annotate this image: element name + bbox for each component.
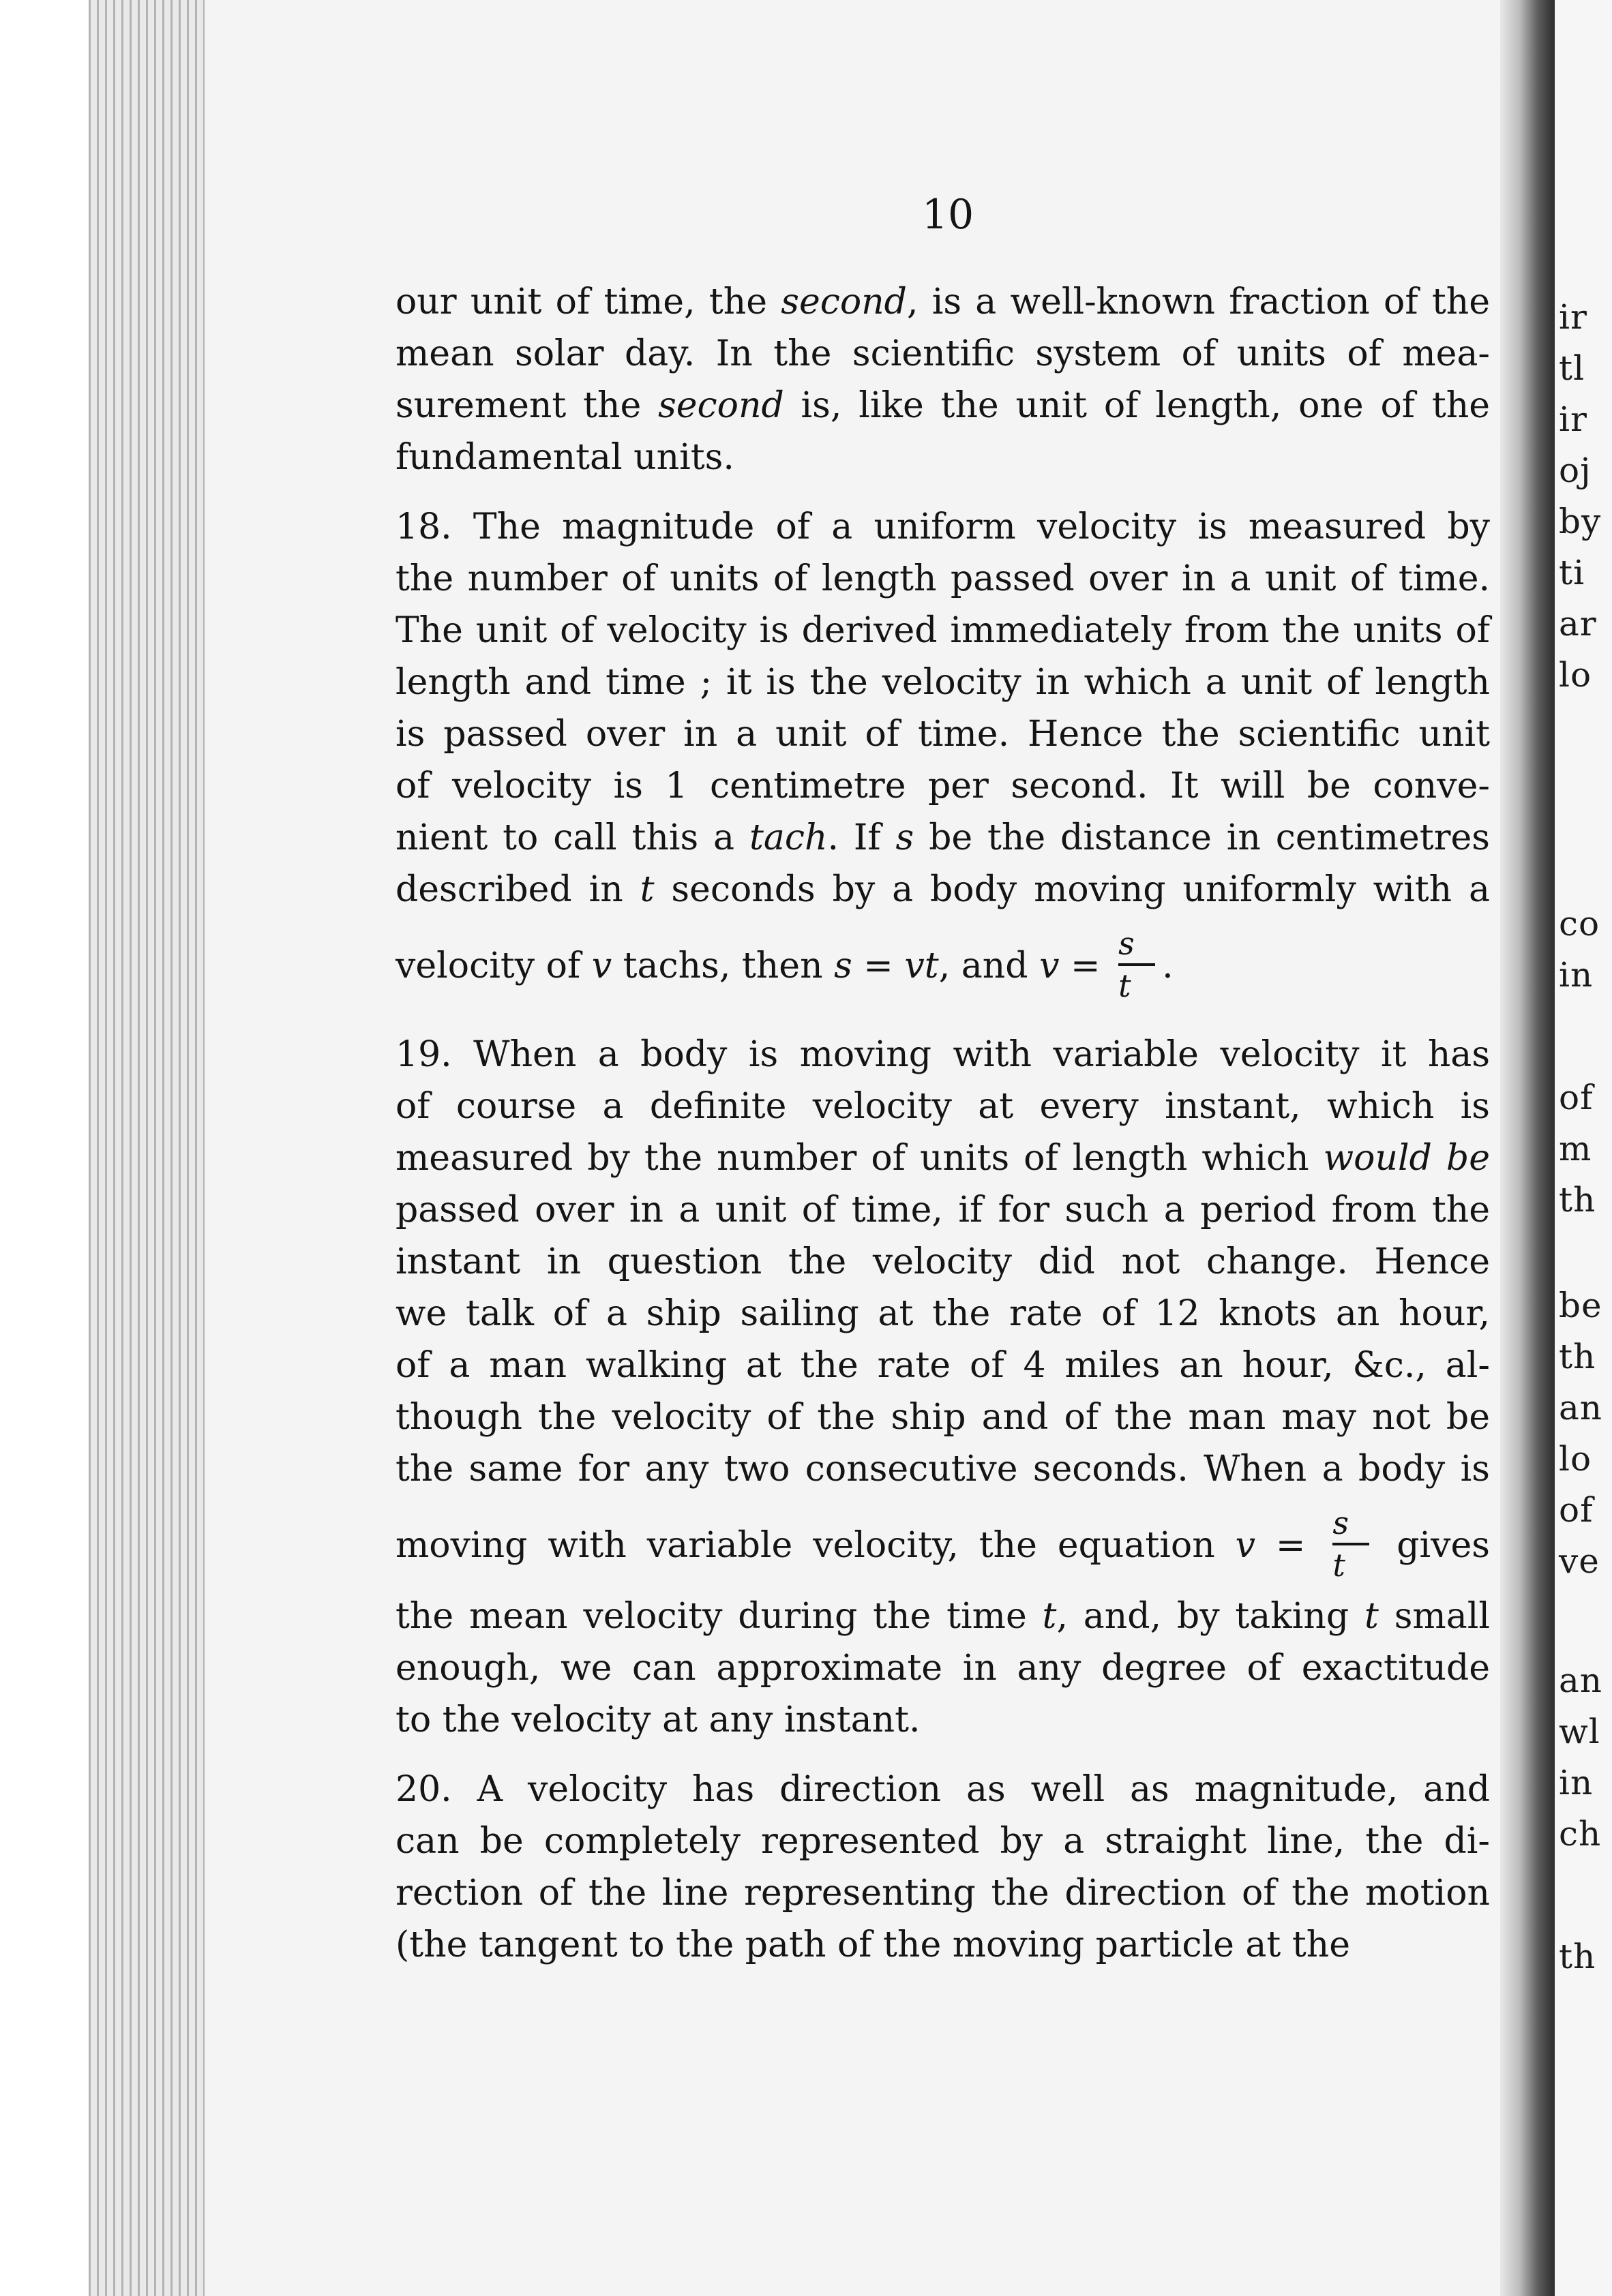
text-line <box>395 276 1490 328</box>
adjacent-page-fragment: co <box>1559 904 1600 943</box>
text-line <box>395 1029 1490 1081</box>
text-run: rection of the line representing the direction of the motion <box>395 1873 1490 1914</box>
text-run: our unit of time, the <box>395 282 781 322</box>
text-line <box>395 1694 1490 1746</box>
text-run: described in <box>395 869 640 910</box>
text-run: of a man walking at the rate of 4 miles an hour, &c., al- <box>395 1345 1490 1386</box>
text-run: of velocity is 1 centimetre per second. It will be conve- <box>395 766 1490 806</box>
text-run: = <box>1059 946 1112 986</box>
adjacent-page-fragment: be <box>1559 1286 1602 1325</box>
text-run: the same for any two consecutive seconds. When a body is <box>395 1449 1490 1490</box>
text-run: measured by the number of units of length which <box>395 1138 1324 1179</box>
text-run: be the distance in centimetres <box>914 817 1490 858</box>
page-body <box>395 276 1490 1971</box>
adjacent-page-fragment: ir <box>1559 399 1587 439</box>
fraction-denominator: t <box>1332 1546 1345 1584</box>
adjacent-page-fragment: lo <box>1559 655 1592 695</box>
text-line <box>395 605 1490 656</box>
adjacent-page-fragment: ti <box>1559 553 1585 592</box>
text-line <box>395 1288 1490 1340</box>
text-run: we talk of a ship sailing at the rate of 12 knots an hour, <box>395 1293 1490 1334</box>
text-run: , is a well-known fraction of the <box>906 282 1490 322</box>
text-run: (the tangent to the path of the moving particle at the <box>395 1924 1350 1965</box>
text-line <box>395 1236 1490 1288</box>
adjacent-page-fragment: th <box>1559 1180 1596 1220</box>
paragraph-gap <box>395 1746 1490 1764</box>
text-line <box>395 1340 1490 1391</box>
italic-text: s <box>834 946 852 986</box>
text-line <box>395 1919 1490 1971</box>
text-line <box>395 1081 1490 1132</box>
text-run: the mean velocity during the time <box>395 1596 1043 1637</box>
text-line <box>395 553 1490 605</box>
text-run: gives <box>1376 1525 1490 1566</box>
text-run: the number of units of length passed over in a unit of time. <box>395 558 1490 599</box>
text-run: length and time ; it is the velocity in which a unit of length <box>395 662 1490 703</box>
text-run: 20. A velocity has direction as well as magnitude, and <box>395 1769 1490 1810</box>
text-line <box>395 1867 1490 1919</box>
text-run: moving with variable velocity, the equation <box>395 1525 1236 1566</box>
text-line <box>395 1590 1490 1642</box>
text-line <box>395 864 1490 916</box>
paragraph-gap <box>395 1011 1490 1029</box>
adjacent-page-fragment: wl <box>1559 1712 1600 1751</box>
stacked-page-edges <box>89 0 211 2296</box>
text-line <box>395 1495 1490 1590</box>
italic-text: second <box>658 385 784 426</box>
paragraph-gap <box>395 483 1490 501</box>
text-run: 18. The magnitude of a uniform velocity is measured by <box>395 507 1490 547</box>
italic-text: t <box>1042 1596 1057 1637</box>
text-run: passed over in a unit of time, if for such a period from the <box>395 1190 1490 1230</box>
fraction-numerator: s <box>1118 924 1135 962</box>
adjacent-page-fragment: th <box>1559 1937 1596 1976</box>
text-line <box>395 1443 1490 1495</box>
text-run: to the velocity at any instant. <box>395 1700 921 1740</box>
text-line <box>395 760 1490 812</box>
book-binding-shadow <box>1500 0 1555 2296</box>
adjacent-page-fragment: in <box>1559 955 1594 995</box>
text-run: surement the <box>395 385 659 426</box>
text-run: , and <box>938 946 1040 986</box>
text-run: of course a definite velocity at every instant, which is <box>395 1086 1490 1127</box>
fraction-bar <box>1332 1543 1369 1545</box>
adjacent-page-fragment: of <box>1559 1078 1594 1117</box>
text-line <box>395 1815 1490 1867</box>
italic-text: v <box>1039 946 1060 986</box>
text-run: . If <box>827 817 896 858</box>
adjacent-page-fragment: m <box>1559 1129 1592 1168</box>
text-run: enough, we can approximate in any degree of exactitude <box>395 1648 1490 1689</box>
page-number: 10 <box>921 191 974 239</box>
adjacent-page-fragment: by <box>1559 502 1602 541</box>
fraction-denominator: t <box>1118 967 1131 1004</box>
italic-text: tach <box>749 817 828 858</box>
fraction-numerator: s <box>1332 1504 1349 1541</box>
text-run: = <box>1255 1525 1326 1566</box>
text-line <box>395 380 1490 432</box>
italic-text: v <box>591 946 612 986</box>
italic-text: t <box>640 869 655 910</box>
adjacent-page-fragment: ve <box>1559 1541 1600 1581</box>
adjacent-page-fragment: oj <box>1559 451 1592 490</box>
adjacent-page-fragment: an <box>1559 1661 1603 1700</box>
text-run: is, like the unit of length, one of the <box>783 385 1490 426</box>
adjacent-page-fragment: th <box>1559 1337 1596 1376</box>
adjacent-page-fragment: ch <box>1559 1814 1602 1854</box>
text-run: seconds by a body moving uniformly with a <box>654 869 1490 910</box>
text-line <box>395 1642 1490 1694</box>
adjacent-page-fragment: an <box>1559 1388 1603 1428</box>
fraction <box>1332 1504 1369 1584</box>
text-line <box>395 328 1490 380</box>
text-line <box>395 1764 1490 1815</box>
text-line <box>395 656 1490 708</box>
italic-text: would be <box>1323 1138 1490 1179</box>
text-run: . <box>1162 946 1174 986</box>
text-run: = <box>852 946 905 986</box>
text-run: though the velocity of the ship and of the man may not be <box>395 1397 1490 1438</box>
adjacent-page-strip <box>1555 0 1612 2296</box>
fraction <box>1118 924 1155 1004</box>
text-line <box>395 1132 1490 1184</box>
adjacent-page-fragment: of <box>1559 1490 1594 1530</box>
text-line <box>395 501 1490 553</box>
italic-text: vt <box>904 946 939 986</box>
italic-text: s <box>895 817 914 858</box>
text-run: mean solar day. In the scientific system of units of mea- <box>395 333 1490 374</box>
text-run: tachs, then <box>612 946 835 986</box>
text-run: is passed over in a unit of time. Hence the scientific unit <box>395 714 1490 755</box>
text-run: 19. When a body is moving with variable velocity it has <box>395 1034 1490 1075</box>
text-run: fundamental units. <box>395 437 734 478</box>
italic-text: t <box>1364 1596 1379 1637</box>
italic-text: v <box>1235 1525 1255 1566</box>
text-run: small <box>1378 1596 1491 1637</box>
adjacent-page-fragment: ir <box>1559 297 1587 337</box>
italic-text: second <box>781 282 907 322</box>
adjacent-page-fragment: lo <box>1559 1439 1592 1479</box>
text-run: , and, by taking <box>1056 1596 1365 1637</box>
text-line <box>395 1184 1490 1236</box>
text-line <box>395 916 1490 1011</box>
text-line <box>395 708 1490 760</box>
text-run: nient to call this a <box>395 817 749 858</box>
text-line <box>395 812 1490 864</box>
adjacent-page-fragment: tl <box>1559 348 1585 388</box>
text-line <box>395 432 1490 483</box>
fraction-bar <box>1118 963 1155 966</box>
text-run: instant in question the velocity did not change. Hence <box>395 1241 1490 1282</box>
text-run: The unit of velocity is derived immediately from the units of <box>395 610 1490 651</box>
text-run: velocity of <box>395 946 592 986</box>
text-run: can be completely represented by a straight line, the di- <box>395 1821 1490 1862</box>
adjacent-page-fragment: ar <box>1559 604 1597 644</box>
adjacent-page-fragment: in <box>1559 1763 1594 1802</box>
text-line <box>395 1391 1490 1443</box>
